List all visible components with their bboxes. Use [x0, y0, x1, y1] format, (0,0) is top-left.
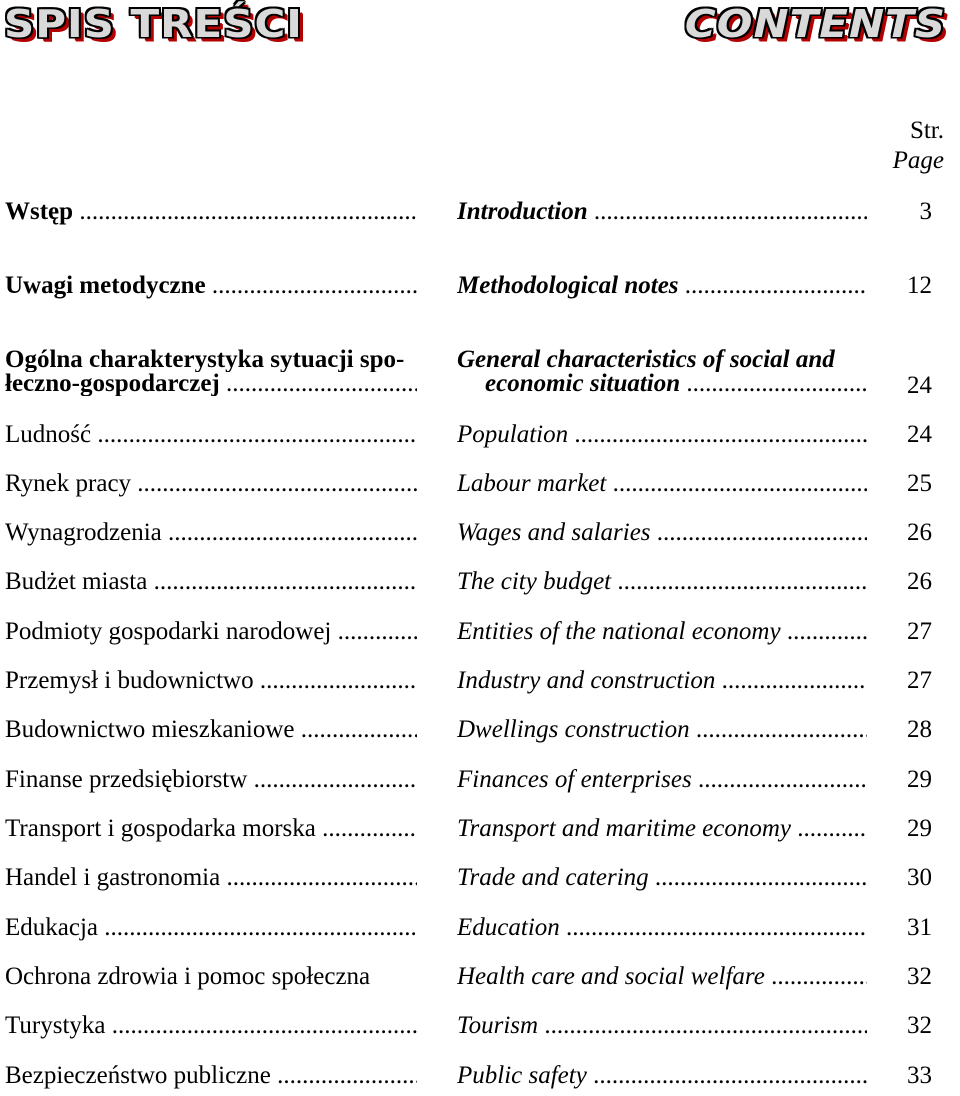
toc-page-number: 32	[907, 963, 932, 990]
toc-title-pl: Ochrona zdrowia i pomoc społeczna	[5, 963, 371, 990]
toc-page-number: 29	[907, 815, 932, 842]
toc-page-number: 3	[919, 198, 932, 225]
toc-title-pl: Finanse przedsiębiorstw .....	[5, 766, 417, 794]
toc-page-number: 32	[907, 1012, 932, 1039]
toc-title-pl: Podmioty gospodarki narodowej .....	[5, 618, 417, 646]
toc-page-number: 25	[907, 470, 932, 497]
toc-title-en: General characteristics of social and economic situation .....	[457, 348, 867, 396]
toc-page-number: 24	[907, 421, 932, 448]
toc-page-number: 27	[907, 618, 932, 645]
toc-title-pl: Handel i gastronomia .....	[5, 864, 417, 892]
toc-page-number: 26	[907, 519, 932, 546]
toc-title-en: Methodological notes .....	[457, 272, 867, 300]
toc-title-en: The city budget .....	[457, 568, 867, 596]
toc-page-number: 26	[907, 568, 932, 595]
toc-title-en: Entities of the national economy .....	[457, 618, 867, 646]
toc-title-en: Labour market .....	[457, 470, 867, 498]
toc-page-number: 30	[907, 864, 932, 891]
toc-title-pl: Uwagi metodyczne .....	[5, 272, 417, 300]
spis-tresci-banner: SPIS TREŚCI	[4, 0, 303, 47]
toc-title-pl: Budżet miasta .....	[5, 568, 417, 596]
toc-page-number: 24	[907, 372, 932, 399]
toc-title-en: Public safety .....	[457, 1062, 867, 1090]
toc-title-en: Tourism .....	[457, 1012, 867, 1040]
toc-title-en: Trade and catering .....	[457, 864, 867, 892]
toc-title-en: Wages and salaries .....	[457, 519, 867, 547]
page-label-pl: Str.	[909, 117, 944, 144]
toc-title-en: Transport and maritime economy .....	[457, 815, 867, 843]
toc-title-pl: Edukacja .....	[5, 914, 417, 942]
page-label-en: Page	[892, 147, 944, 174]
toc-title-pl: Ogólna charakterystyka sytuacji spo- łeczno-gospodarczej .....	[5, 348, 417, 396]
toc-title-pl: Wynagrodzenia .....	[5, 519, 417, 547]
toc-title-en: Dwellings construction .....	[457, 716, 867, 744]
toc-title-en: Population .....	[457, 421, 867, 449]
toc-title-pl: Ludność .....	[5, 421, 417, 449]
toc-page-number: 31	[907, 914, 932, 941]
toc-title-pl: Wstęp .....	[5, 198, 417, 226]
toc-page-number: 33	[907, 1062, 932, 1089]
toc-title-en: Finances of enterprises .....	[457, 766, 867, 794]
toc-title-en: Health care and social welfare .....	[457, 963, 867, 991]
toc-title-pl: Transport i gospodarka morska .....	[5, 815, 417, 843]
toc-title-pl: Turystyka .....	[5, 1012, 417, 1040]
toc-page-number: 28	[907, 716, 932, 743]
toc-page-number: 27	[907, 667, 932, 694]
page-column-header	[893, 116, 944, 176]
toc-title-pl: Bezpieczeństwo publiczne .....	[5, 1062, 417, 1090]
toc-title-pl: Przemysł i budownictwo .....	[5, 667, 417, 695]
toc-page-number: 29	[907, 766, 932, 793]
toc-title-en: Education .....	[457, 914, 867, 942]
contents-banner: CONTENTS	[684, 0, 946, 47]
toc-title-en: Industry and construction .....	[457, 667, 867, 695]
toc-title-en: Introduction .....	[457, 198, 867, 226]
toc-title-pl: Rynek pracy .....	[5, 470, 417, 498]
toc-title-pl: Budownictwo mieszkaniowe .....	[5, 716, 417, 744]
toc-page-number: 12	[907, 272, 932, 299]
